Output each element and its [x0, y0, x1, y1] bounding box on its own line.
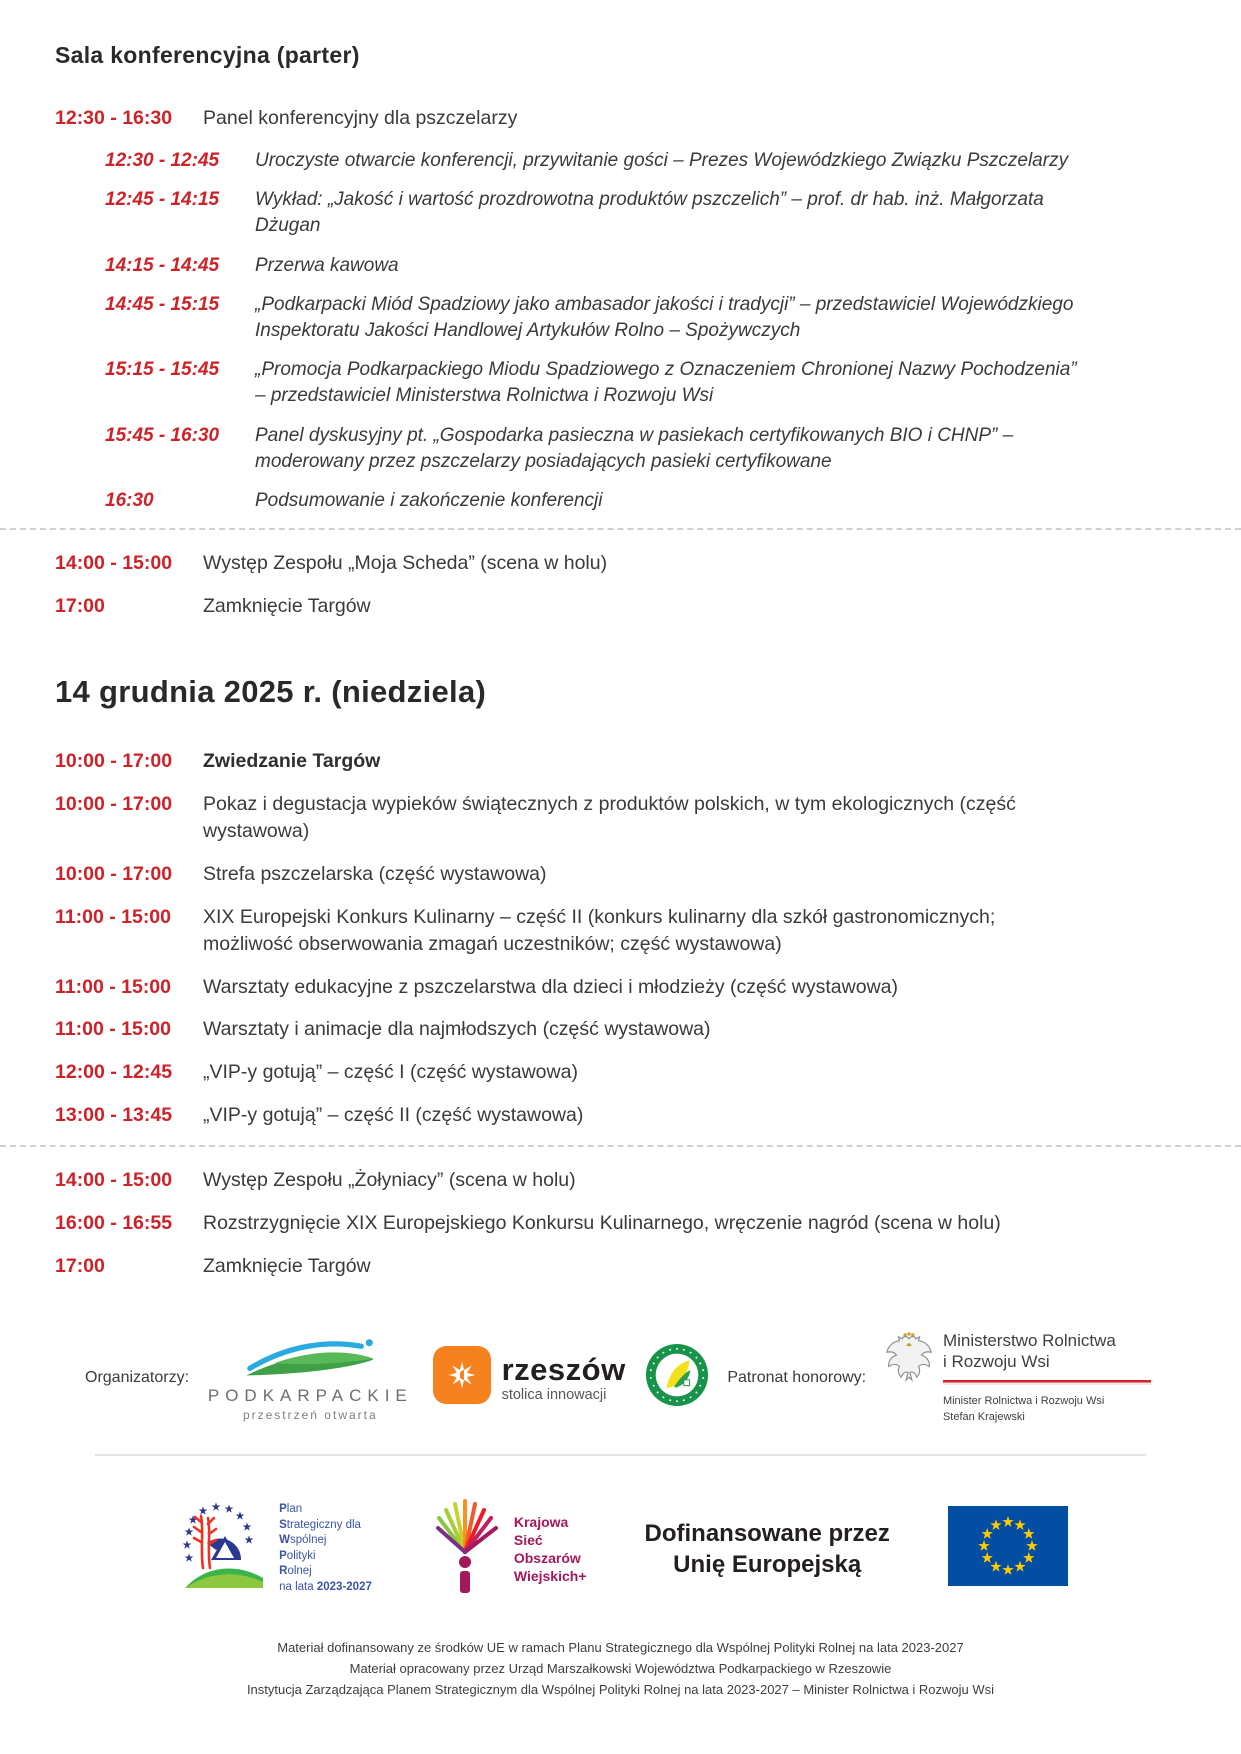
eu-funding-text — [645, 1518, 890, 1580]
event-time: 14:00 - 15:00 — [55, 552, 173, 575]
schedule-row — [55, 791, 1186, 845]
event-time: 14:15 - 14:45 — [105, 254, 220, 276]
event-title: XIX Europejski Konkurs Kulinarny – część II (konkurs kulinarny dla szkół gastronomicznych; możliwość obserwowania zmagań uczestników; część wystawowa) — [203, 905, 996, 955]
schedule-row — [55, 1059, 1186, 1086]
event-title: Panel konferencyjny dla pszczelarzy — [203, 107, 518, 129]
event-time: 11:00 - 15:00 — [55, 975, 172, 998]
schedule-row — [55, 748, 1186, 775]
dashed-separator — [0, 1145, 1241, 1147]
conference-agenda — [55, 148, 1186, 514]
event-title: Warsztaty i animacje dla najmłodszych (część wystawowa) — [203, 1018, 711, 1041]
schedule-subrow — [55, 148, 1186, 174]
event-time: 15:45 - 16:30 — [105, 424, 220, 446]
ksow-line: Sieć — [513, 1531, 543, 1548]
event-title: Zamknięcie Targów — [203, 595, 371, 618]
schedule-row — [55, 1167, 1186, 1194]
psl-line: Wspólnej — [279, 1534, 327, 1547]
event-title: „VIP-y gotują” – część II (część wystawowa) — [203, 1104, 584, 1127]
event-title: Uroczyste otwarcie konferencji, przywitanie gości – Prezes Wojewódzkiego Związku Pszczelarzy — [255, 149, 1069, 171]
dashed-separator — [0, 528, 1241, 530]
schedule-row — [55, 550, 1186, 577]
event-time: 16:30 — [105, 490, 154, 512]
schedule-row — [55, 1253, 1186, 1280]
event-title: Przerwa kawowa — [255, 254, 399, 276]
footer-line1: Materiał dofinansowany ze środków UE w ramach Planu Strategicznego dla Wspólnej Polityki Rolnej na lata 2023-2027 — [277, 1639, 964, 1655]
psl-years-prefix: na lata — [279, 1580, 317, 1593]
footer-credits — [55, 1638, 1186, 1700]
event-title: Podsumowanie i zakończenie konferencji — [255, 490, 603, 512]
event-title: „Podkarpacki Miód Spadziowy jako ambasador jakości i tradycji” – przedstawiciel Wojewódzkiego Inspektoratu Jakości Handlowej Artykułów Rolno – Spożywczych — [255, 293, 1074, 341]
event-time: 15:15 - 15:45 — [105, 359, 220, 381]
psl-line: Rolnej — [279, 1565, 312, 1578]
ministry-name-line2: i Rozwoju Wsi — [942, 1352, 1050, 1372]
event-title: Występ Zespołu „Moja Scheda” (scena w holu) — [203, 552, 608, 575]
event-title: Zamknięcie Targów — [203, 1255, 371, 1277]
event-title: „VIP-y gotują” – część I (część wystawowa) — [203, 1061, 578, 1084]
event-title: Rozstrzygnięcie XIX Europejskiego Konkursu Kulinarnego, wręczenie nagród (scena w holu) — [203, 1212, 1001, 1235]
event-title: Warsztaty edukacyjne z pszczelarstwa dla dzieci i młodzieży (część wystawowa) — [203, 975, 899, 998]
podkarpackie-swoosh-icon — [235, 1333, 385, 1384]
section-divider — [95, 1454, 1146, 1456]
section-title-sala: Sala konferencyjna (parter) — [55, 42, 360, 68]
event-time: 14:45 - 15:15 — [105, 293, 220, 315]
ministry-name-line1: Ministerstwo Rolnictwa — [942, 1331, 1116, 1351]
minister-name: Stefan Krajewski — [942, 1410, 1025, 1423]
minister-title: Minister Rolnictwa i Rozwoju Wsi — [942, 1394, 1105, 1407]
event-time: 14:00 - 15:00 — [55, 1169, 173, 1192]
ksow-text — [514, 1513, 587, 1586]
plan-strategiczny-emblem-icon — [173, 1498, 269, 1599]
polish-eagle-icon — [885, 1330, 933, 1389]
psl-years: 2023-2027 — [316, 1580, 372, 1593]
schedule-row — [55, 904, 1186, 958]
podkarpackie-logo — [208, 1333, 413, 1422]
rzeszow-text — [501, 1351, 626, 1403]
podkarpacka-izba-rolnictwa-ekologicznego-logo — [645, 1343, 709, 1412]
schedule-subrow — [55, 253, 1186, 279]
event-time: 13:00 - 13:45 — [55, 1104, 173, 1127]
psl-line: Polityki — [279, 1549, 316, 1562]
event-time: 11:00 - 15:00 — [55, 1018, 172, 1041]
event-title: Wykład: „Jakość i wartość prozdrowotna produktów pszczelich” – prof. dr hab. inż. Małgorzata Dżugan — [255, 189, 1044, 237]
schedule-subrow — [55, 357, 1186, 409]
event-time: 17:00 — [55, 1255, 105, 1277]
event-title: Panel dyskusyjny pt. „Gospodarka pasieczna w pasiekach certyfikowanych BIO i CHNP” – moderowany przez pszczelarzy posiadających pasieki certyfikowane — [255, 424, 1014, 472]
event-title: „Promocja Podkarpackiego Miodu Spadziowego z Oznaczeniem Chronionej Nazwy Pochodzenia” – przedstawiciel Ministerstwa Rolnictwa i Rozwoju Wsi — [255, 359, 1077, 407]
schedule-subrow — [55, 187, 1186, 239]
event-time: 10:00 - 17:00 — [55, 793, 173, 816]
event-title: Występ Zespołu „Żołyniacy” (scena w holu) — [203, 1169, 576, 1192]
rzeszow-logo — [432, 1345, 626, 1410]
podkarpackie-subtitle: przestrzeń otwarta — [242, 1408, 378, 1423]
schedule-subrow — [55, 292, 1186, 344]
ksow-line: Obszarów — [513, 1549, 581, 1566]
section-title-day2: 14 grudnia 2025 r. (niedziela) — [55, 674, 487, 710]
rzeszow-name: rzeszów — [501, 1351, 626, 1387]
footer-line3: Instytucja Zarządzająca Planem Strategicznym dla Wspólnej Polityki Rolnej na lata 2023-2027 – Minister Rolnictwa i Rozwoju Wsi — [246, 1681, 995, 1697]
ksow-logo — [430, 1496, 587, 1601]
event-time: 12:30 - 12:45 — [105, 149, 220, 171]
schedule-subrow — [55, 488, 1186, 514]
ministry-text — [943, 1330, 1151, 1425]
event-time: 10:00 - 17:00 — [55, 862, 173, 885]
event-title: Strefa pszczelarska (część wystawowa) — [203, 862, 547, 885]
schedule-row — [55, 1102, 1186, 1129]
event-time: 10:00 - 17:00 — [55, 750, 173, 773]
rzeszow-subtitle: stolica innowacji — [501, 1386, 607, 1403]
rzeszow-star-icon — [432, 1345, 492, 1410]
podkarpackie-name: PODKARPACKIE — [207, 1386, 413, 1406]
event-time: 12:30 - 16:30 — [55, 107, 173, 129]
schedule-row — [55, 1016, 1186, 1043]
event-title: Pokaz i degustacja wypieków świątecznych z produktów polskich, w tym ekologicznych (część wystawowa) — [203, 793, 1016, 842]
schedule-row — [55, 974, 1186, 1001]
eu-flag-icon — [948, 1506, 1068, 1591]
schedule-row — [55, 593, 1186, 620]
schedule-row — [55, 861, 1186, 888]
footer-line2: Materiał opracowany przez Urząd Marszałkowski Województwa Podkarpackiego w Rzeszowie — [349, 1660, 892, 1676]
event-time: 11:00 - 15:00 — [55, 905, 172, 928]
psl-line: Plan — [279, 1503, 303, 1516]
event-time: 16:00 - 16:55 — [55, 1212, 173, 1235]
psl-line: Strategiczny dla — [279, 1518, 361, 1531]
organizers-label: Organizatorzy: — [85, 1368, 190, 1386]
patronage-label: Patronat honorowy: — [727, 1368, 867, 1386]
ksow-line: Krajowa — [513, 1513, 569, 1530]
event-time: 12:45 - 14:15 — [105, 189, 220, 211]
event-time: 17:00 — [55, 595, 105, 618]
ksow-rays-icon — [430, 1496, 502, 1601]
psl-years-line — [279, 1580, 372, 1596]
plan-strategiczny-text — [279, 1502, 372, 1595]
eu-funding-line2: Unię Europejską — [673, 1550, 862, 1578]
funding-band — [55, 1486, 1186, 1612]
ministry-flag-rule — [943, 1380, 1151, 1385]
schedule-subrow — [55, 423, 1186, 475]
event-time: 12:00 - 12:45 — [55, 1061, 173, 1084]
schedule-row — [55, 1210, 1186, 1237]
event-title: Zwiedzanie Targów — [203, 750, 381, 773]
eu-funding-line1: Dofinansowane przez — [644, 1519, 890, 1547]
plan-strategiczny-logo — [173, 1498, 372, 1599]
ksow-line: Wiejskich+ — [513, 1568, 587, 1585]
ministry-logo — [885, 1330, 1151, 1425]
partners-band — [55, 1326, 1186, 1430]
schedule-row — [55, 105, 1186, 132]
